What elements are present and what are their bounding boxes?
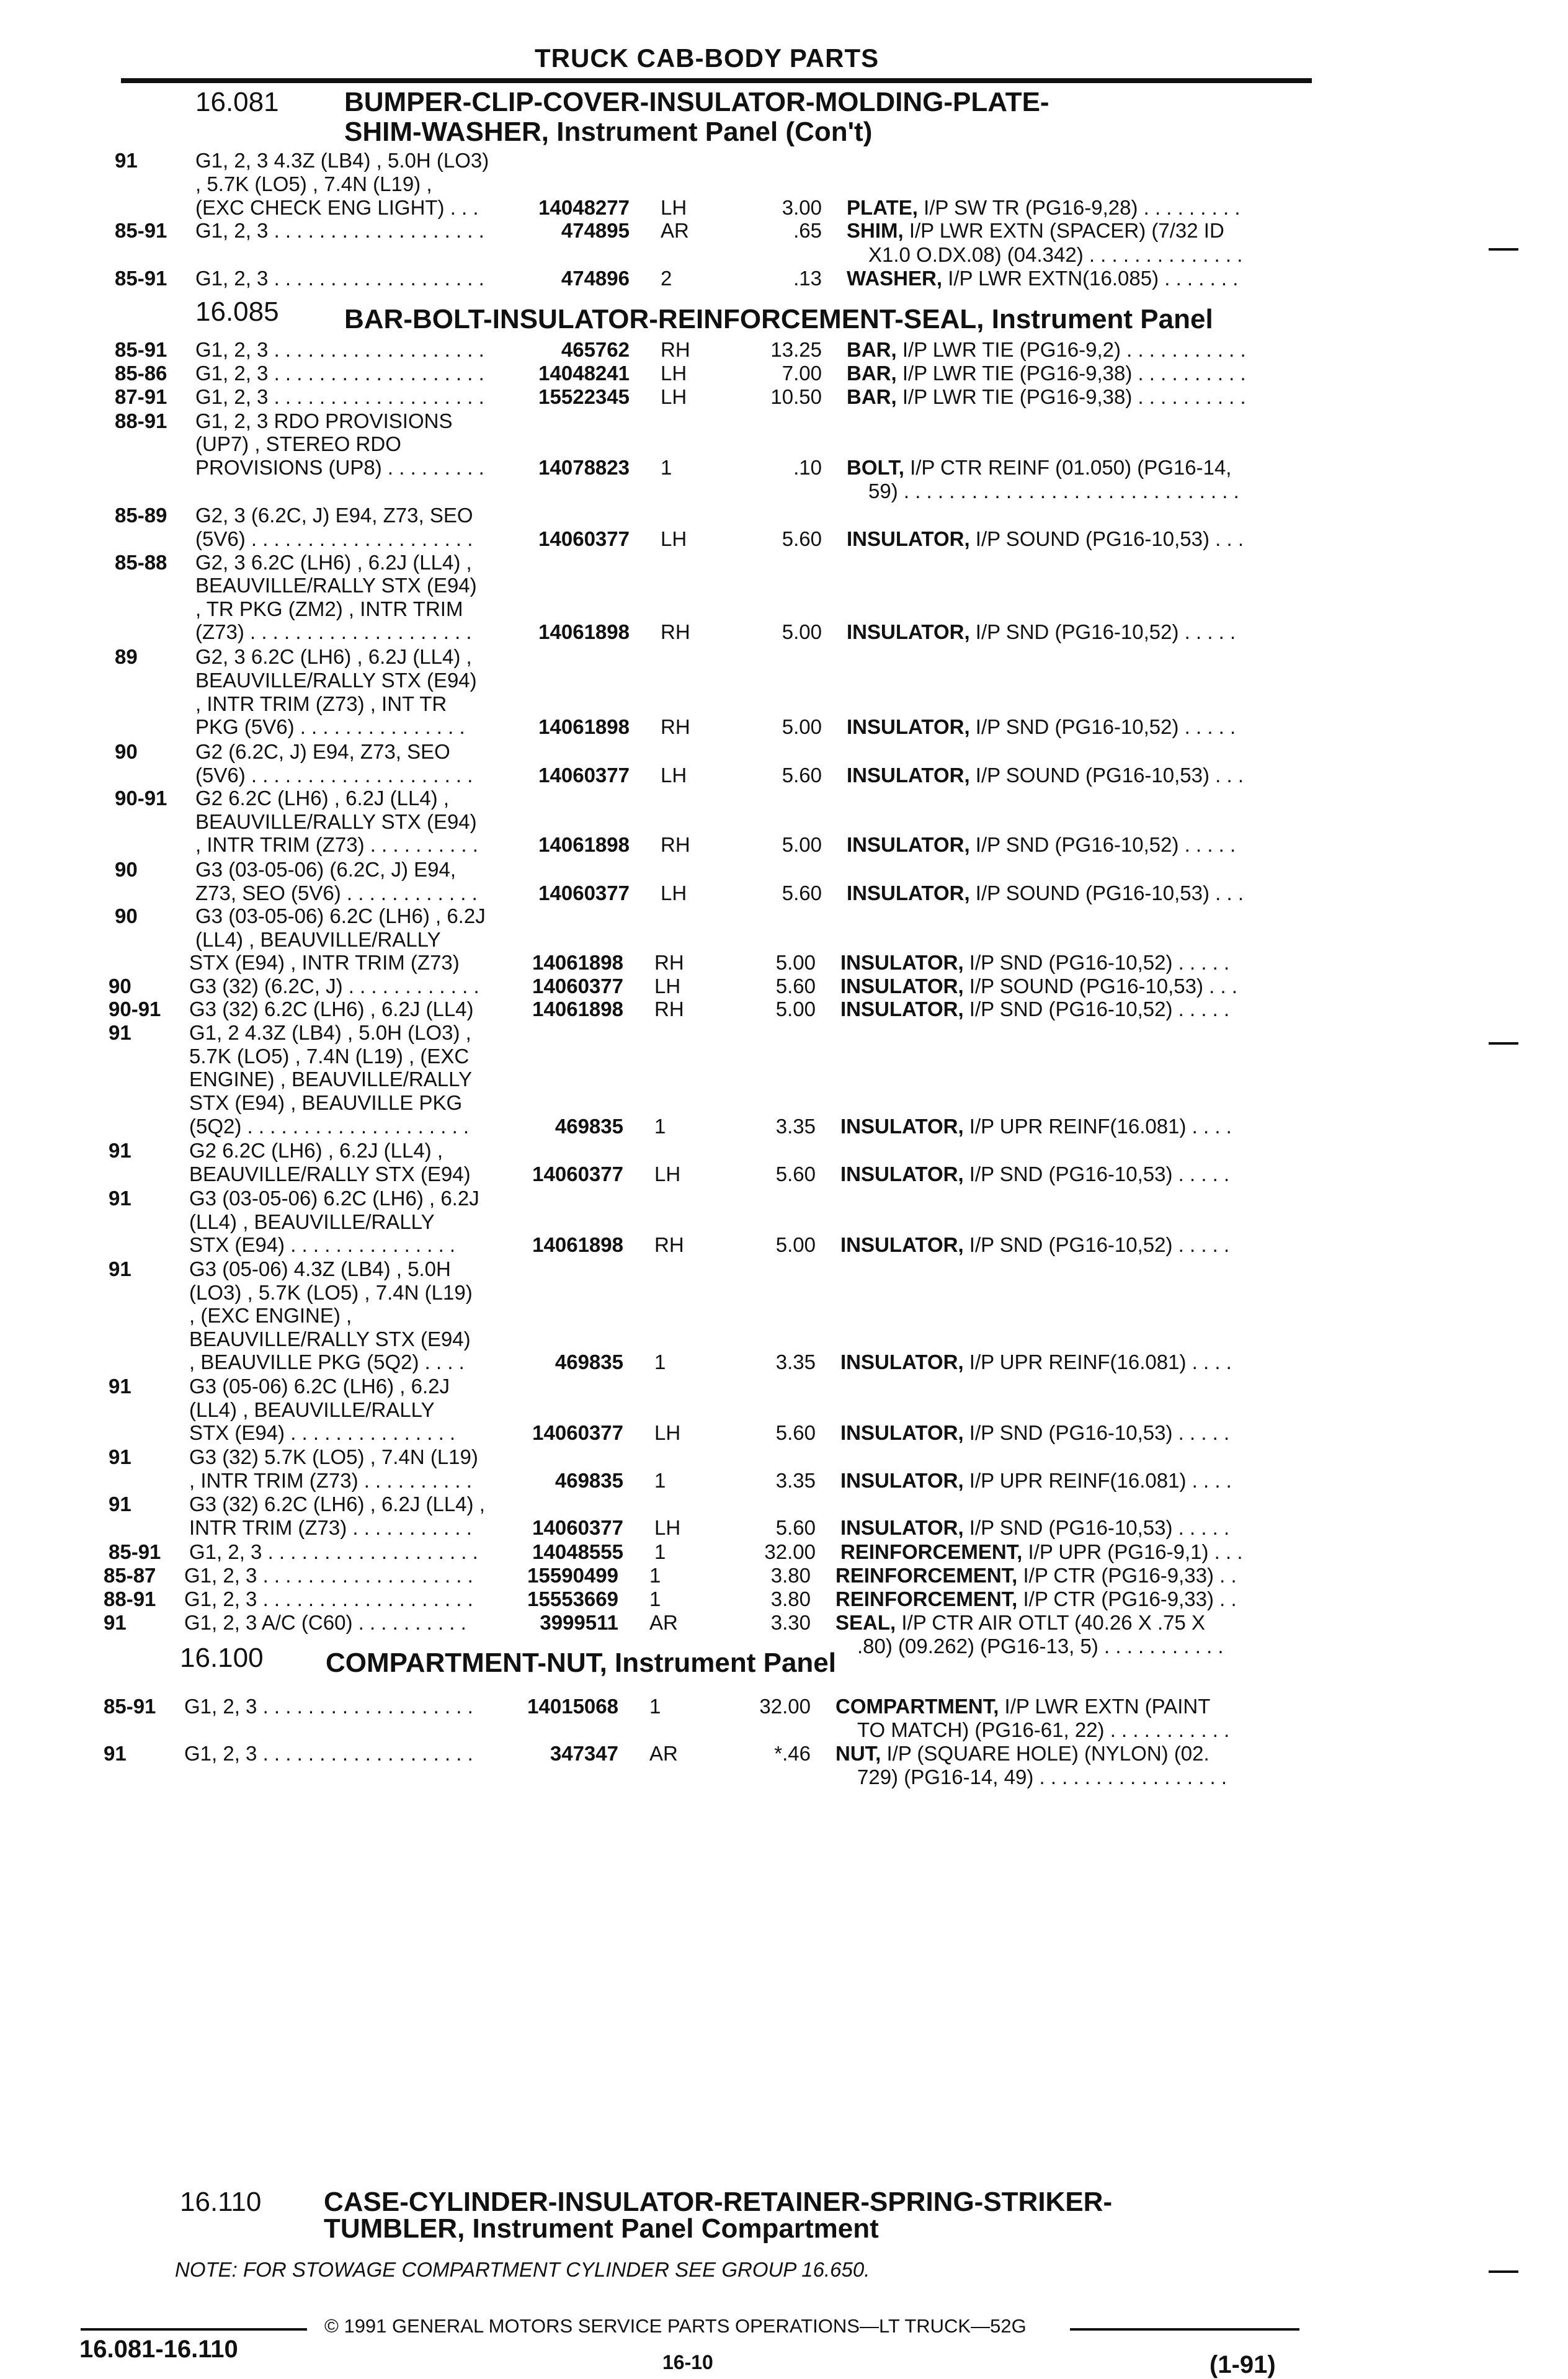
quantity-code: 1 [654, 1469, 666, 1492]
price: 3.35 [775, 1115, 816, 1138]
quantity-code: 1 [649, 1587, 661, 1610]
part-name-keyword: INSULATOR, [847, 620, 970, 643]
usage-description: , BEAUVILLE PKG (5Q2) . . . . [189, 1350, 465, 1373]
footer-group-range: 16.081-16.110 [79, 2336, 238, 2363]
part-number: 14048277 [538, 196, 630, 219]
part-name-detail: I/P SND (PG16-10,52) . . . . . [975, 715, 1236, 738]
part-name [847, 219, 1224, 243]
part-number: 14061898 [532, 951, 623, 974]
section-title: CASE-CYLINDER-INSULATOR-RETAINER-SPRING-STRIKER- [324, 2187, 1113, 2217]
quantity-code: 1 [649, 1564, 661, 1587]
usage-description: G2, 3 6.2C (LH6) , 6.2J (LL4) , [195, 551, 472, 574]
quantity-code: 1 [654, 1540, 666, 1563]
part-number: 14078823 [538, 456, 630, 479]
part-name-keyword: INSULATOR, [847, 833, 970, 856]
part-name-keyword: NUT, [835, 1742, 881, 1765]
part-name-detail: I/P LWR EXTN(16.085) . . . . . . . [948, 267, 1239, 290]
model-years: 85-88 [115, 551, 167, 574]
quantity-code: RH [661, 338, 690, 361]
usage-description: G2 (6.2C, J) E94, Z73, SEO [195, 740, 450, 763]
part-name [840, 1233, 1229, 1257]
usage-description: , 5.7K (LO5) , 7.4N (L19) , [195, 172, 432, 195]
usage-description: G3 (03-05-06) 6.2C (LH6) , 6.2J [195, 904, 486, 927]
part-name-keyword: BOLT, [847, 456, 904, 479]
model-years: 89 [115, 645, 138, 668]
page-header-title: TRUCK CAB-BODY PARTS [535, 43, 880, 73]
model-years: 91 [109, 1257, 131, 1280]
part-number: 14061898 [532, 998, 623, 1020]
part-number: 14060377 [538, 764, 630, 787]
model-years: 85-91 [115, 219, 167, 242]
part-name-detail: I/P UPR REINF(16.081) . . . . [969, 1350, 1232, 1373]
model-years: 87-91 [115, 385, 167, 408]
quantity-code: 1 [654, 1350, 666, 1373]
price: 32.00 [764, 1540, 816, 1563]
section-title-continued: SHIM-WASHER, Instrument Panel (Con't) [344, 117, 873, 147]
model-years: 90 [115, 858, 138, 881]
usage-description: G1, 2, 3 . . . . . . . . . . . . . . . . . . . [195, 362, 484, 385]
usage-description: G2 6.2C (LH6) , 6.2J (LL4) , [189, 1139, 443, 1162]
usage-description: (LO3) , 5.7K (LO5) , 7.4N (L19) [189, 1281, 473, 1304]
part-name [847, 267, 1238, 290]
part-number: 469835 [555, 1350, 623, 1373]
part-name-detail: 59) . . . . . . . . . . . . . . . . . . . . . . . . . . . . . . [868, 480, 1239, 502]
section-number: 16.081 [195, 87, 279, 117]
price: 5.00 [775, 998, 816, 1020]
usage-description: G3 (03-05-06) 6.2C (LH6) , 6.2J [189, 1187, 479, 1210]
price: .65 [793, 219, 822, 242]
part-name [835, 1695, 1210, 1718]
part-name [840, 951, 1229, 975]
part-name [847, 456, 1231, 480]
part-name-keyword: REINFORCEMENT, [835, 1587, 1018, 1610]
model-years: 91 [109, 1445, 131, 1468]
usage-description: BEAUVILLE/RALLY STX (E94) [195, 669, 477, 692]
section-number: 16.110 [180, 2187, 262, 2217]
part-name-detail: X1.0 O.DX.08) (04.342) . . . . . . . . . . . . . . [868, 243, 1243, 266]
part-name-keyword: PLATE, [847, 196, 918, 219]
price: 5.00 [782, 620, 822, 643]
model-years: 91 [109, 1021, 131, 1044]
usage-description: (EXC CHECK ENG LIGHT) . . . [195, 196, 479, 219]
model-years: 85-87 [104, 1564, 156, 1587]
price: 5.00 [775, 1233, 816, 1256]
part-number: 14048241 [538, 362, 630, 385]
part-number: 14061898 [538, 620, 630, 643]
price: .13 [793, 267, 822, 290]
part-name-detail: I/P SOUND (PG16-10,53) . . . [975, 764, 1244, 787]
section-number: 16.100 [180, 1643, 264, 1673]
model-years: 90 [109, 975, 131, 998]
section-title-continued: TUMBLER, Instrument Panel Compartment [324, 2213, 879, 2244]
part-number: 474896 [561, 267, 630, 290]
part-name-keyword: BAR, [847, 385, 897, 408]
part-name [840, 1115, 1232, 1138]
usage-description: BEAUVILLE/RALLY STX (E94) [195, 574, 477, 597]
price: 5.00 [775, 951, 816, 974]
part-name [840, 1516, 1229, 1540]
part-name-detail: I/P LWR EXTN (PAINT [1004, 1695, 1211, 1718]
quantity-code: 1 [661, 456, 672, 479]
part-name-keyword: INSULATOR, [847, 882, 970, 904]
usage-description: G1, 2, 3 . . . . . . . . . . . . . . . . . . . [184, 1564, 473, 1587]
part-number: 14015068 [527, 1695, 618, 1718]
model-years: 90-91 [109, 998, 161, 1020]
price: 13.25 [770, 338, 822, 361]
part-name-detail: I/P SOUND (PG16-10,53) . . . [969, 975, 1238, 998]
part-name-detail: I/P SND (PG16-10,52) . . . . . [969, 951, 1230, 974]
usage-description: PROVISIONS (UP8) . . . . . . . . . [195, 456, 484, 479]
part-name [868, 243, 1242, 267]
usage-description: G3 (03-05-06) (6.2C, J) E94, [195, 858, 457, 881]
part-name [847, 338, 1246, 362]
usage-description: Z73, SEO (5V6) . . . . . . . . . . . . [195, 882, 478, 904]
part-name-keyword: INSULATOR, [840, 1233, 964, 1256]
quantity-code: RH [661, 715, 690, 738]
part-name [847, 385, 1246, 409]
usage-description: INTR TRIM (Z73) . . . . . . . . . . . [189, 1516, 472, 1539]
part-name-detail: I/P SND (PG16-10,52) . . . . . [975, 833, 1236, 856]
part-name-detail: I/P SND (PG16-10,52) . . . . . [975, 620, 1236, 643]
part-name-keyword: BAR, [847, 362, 897, 385]
usage-description: G1, 2, 3 . . . . . . . . . . . . . . . . . . . [189, 1540, 478, 1563]
price: 3.35 [775, 1469, 816, 1492]
part-number: 15590499 [527, 1564, 618, 1587]
price: 3.00 [782, 196, 822, 219]
quantity-code: AR [649, 1742, 678, 1765]
part-name-keyword: INSULATOR, [840, 1469, 964, 1492]
part-name [840, 1469, 1232, 1493]
usage-description: , TR PKG (ZM2) , INTR TRIM [195, 597, 463, 620]
part-number: 14060377 [532, 975, 623, 998]
quantity-code: LH [654, 975, 681, 998]
usage-description: G3 (32) (6.2C, J) . . . . . . . . . . . . [189, 975, 479, 998]
footer-page-number: 16-10 [662, 2351, 713, 2373]
margin-mark [1489, 248, 1518, 251]
part-number: 15553669 [527, 1587, 618, 1610]
price: 5.00 [782, 715, 822, 738]
usage-description: BEAUVILLE/RALLY STX (E94) [189, 1163, 471, 1185]
model-years: 91 [104, 1742, 127, 1765]
part-name [847, 715, 1236, 739]
usage-description: , INTR TRIM (Z73) . . . . . . . . . . [195, 833, 478, 856]
footer-rule-right [1070, 2328, 1299, 2331]
model-years: 90 [115, 904, 138, 927]
usage-description: G3 (32) 6.2C (LH6) , 6.2J (LL4) , [189, 1493, 485, 1515]
model-years: 91 [109, 1375, 131, 1398]
usage-description: BEAUVILLE/RALLY STX (E94) [195, 810, 477, 833]
price: 5.60 [775, 975, 816, 998]
quantity-code: AR [649, 1611, 678, 1634]
part-number: 15522345 [538, 385, 630, 408]
part-name [840, 998, 1229, 1021]
part-name [847, 833, 1236, 857]
part-name-detail: I/P UPR (PG16-9,1) . . . [1028, 1540, 1243, 1563]
footer-copyright: © 1991 GENERAL MOTORS SERVICE PARTS OPERATIONS—LT TRUCK—52G [324, 2315, 1027, 2337]
part-name [847, 527, 1244, 551]
part-name [835, 1587, 1237, 1611]
part-name [840, 1421, 1229, 1445]
margin-mark [1489, 1042, 1518, 1045]
price: 3.80 [770, 1587, 811, 1610]
price: 32.00 [759, 1695, 811, 1718]
quantity-code: 1 [654, 1115, 666, 1138]
section-note: NOTE: FOR STOWAGE COMPARTMENT CYLINDER SEE GROUP 16.650. [175, 2258, 870, 2281]
part-name [840, 975, 1237, 998]
quantity-code: LH [654, 1516, 681, 1539]
part-name [847, 882, 1244, 905]
usage-description: G2, 3 (6.2C, J) E94, Z73, SEO [195, 504, 473, 527]
usage-description: G1, 2, 3 RDO PROVISIONS [195, 409, 453, 432]
part-name-detail: I/P SW TR (PG16-9,28) . . . . . . . . . [924, 196, 1241, 219]
usage-description: (UP7) , STEREO RDO [195, 432, 401, 455]
usage-description: G1, 2, 3 . . . . . . . . . . . . . . . . . . . [195, 267, 484, 290]
part-name [857, 1635, 1224, 1658]
usage-description: G1, 2, 3 . . . . . . . . . . . . . . . . . . . [184, 1695, 473, 1718]
part-name-keyword: COMPARTMENT, [835, 1695, 999, 1718]
quantity-code: AR [661, 219, 689, 242]
usage-description: , (EXC ENGINE) , [189, 1304, 352, 1327]
part-name-keyword: INSULATOR, [840, 951, 964, 974]
part-name-keyword: INSULATOR, [840, 1115, 964, 1138]
usage-description: , INTR TRIM (Z73) , INT TR [195, 692, 447, 715]
model-years: 90-91 [115, 787, 167, 810]
usage-description: STX (E94) , INTR TRIM (Z73) [189, 951, 460, 974]
quantity-code: LH [661, 196, 687, 219]
usage-description: (5V6) . . . . . . . . . . . . . . . . . . . . [195, 527, 473, 550]
part-name [835, 1742, 1209, 1765]
model-years: 85-86 [115, 362, 167, 385]
part-name-detail: I/P LWR EXTN (SPACER) (7/32 ID [909, 219, 1224, 242]
usage-description: G2, 3 6.2C (LH6) , 6.2J (LL4) , [195, 645, 472, 668]
usage-description: (LL4) , BEAUVILLE/RALLY [195, 928, 441, 951]
part-name-keyword: INSULATOR, [840, 1516, 964, 1539]
price: .10 [793, 456, 822, 479]
model-years: 85-91 [104, 1695, 156, 1718]
part-name-detail: I/P CTR REINF (01.050) (PG16-14, [910, 456, 1232, 479]
model-years: 91 [104, 1611, 127, 1634]
usage-description: STX (E94) . . . . . . . . . . . . . . . [189, 1233, 456, 1256]
part-name-detail: 729) (PG16-14, 49) . . . . . . . . . . . . . . . . . [857, 1765, 1227, 1788]
usage-description: , INTR TRIM (Z73) . . . . . . . . . . [189, 1469, 472, 1492]
usage-description: ENGINE) , BEAUVILLE/RALLY [189, 1068, 473, 1091]
section-title: COMPARTMENT-NUT, Instrument Panel [326, 1648, 837, 1678]
usage-description: G1, 2, 3 4.3Z (LB4) , 5.0H (LO3) [195, 149, 489, 172]
model-years: 91 [109, 1139, 131, 1162]
quantity-code: RH [654, 1233, 684, 1256]
part-name-keyword: INSULATOR, [840, 1163, 964, 1185]
part-name [868, 480, 1239, 503]
usage-description: G1, 2, 3 A/C (C60) . . . . . . . . . . [184, 1611, 466, 1634]
price: 5.60 [775, 1163, 816, 1185]
part-name-keyword: INSULATOR, [847, 527, 970, 550]
part-name-keyword: INSULATOR, [840, 1421, 964, 1444]
part-name-detail: I/P LWR TIE (PG16-9,2) . . . . . . . . . . . [902, 338, 1246, 361]
part-name [835, 1564, 1237, 1587]
usage-description: G1, 2, 3 . . . . . . . . . . . . . . . . . . . [184, 1587, 473, 1610]
part-name-detail: I/P SND (PG16-10,52) . . . . . [969, 998, 1230, 1020]
part-name-keyword: SHIM, [847, 219, 904, 242]
part-name-detail: I/P CTR AIR OTLT (40.26 X .75 X [901, 1611, 1206, 1634]
part-name-keyword: INSULATOR, [847, 715, 970, 738]
part-name-detail: I/P CTR (PG16-9,33) . . [1023, 1564, 1237, 1587]
part-name-detail: I/P LWR TIE (PG16-9,38) . . . . . . . . . . [902, 362, 1246, 385]
usage-description: (5V6) . . . . . . . . . . . . . . . . . . . . [195, 764, 473, 787]
usage-description: (5Q2) . . . . . . . . . . . . . . . . . . . . [189, 1115, 470, 1138]
part-number: 469835 [555, 1115, 623, 1138]
model-years: 85-91 [115, 338, 167, 361]
price: 7.00 [782, 362, 822, 385]
part-name-keyword: REINFORCEMENT, [835, 1564, 1018, 1587]
model-years: 88-91 [115, 409, 167, 432]
quantity-code: 2 [661, 267, 672, 290]
price: 5.00 [782, 833, 822, 856]
part-number: 474895 [561, 219, 630, 242]
part-number: 465762 [561, 338, 630, 361]
part-name-keyword: BAR, [847, 338, 897, 361]
part-name-detail: I/P UPR REINF(16.081) . . . . [969, 1115, 1232, 1138]
usage-description: G1, 2 4.3Z (LB4) , 5.0H (LO3) , [189, 1021, 471, 1044]
price: 5.60 [782, 882, 822, 904]
quantity-code: LH [654, 1163, 681, 1185]
price: 5.60 [775, 1516, 816, 1539]
quantity-code: LH [661, 527, 687, 550]
usage-description: STX (E94) . . . . . . . . . . . . . . . [189, 1421, 456, 1444]
part-name-detail: .80) (09.262) (PG16-13, 5) . . . . . . . . . . . [857, 1635, 1224, 1658]
usage-description: G3 (05-06) 6.2C (LH6) , 6.2J [189, 1375, 450, 1398]
price: 3.80 [770, 1564, 811, 1587]
usage-description: G1, 2, 3 . . . . . . . . . . . . . . . . . . . [195, 385, 484, 408]
price: 3.35 [775, 1350, 816, 1373]
model-years: 91 [109, 1187, 131, 1210]
quantity-code: LH [661, 362, 687, 385]
part-name-keyword: INSULATOR, [847, 764, 970, 787]
usage-description: G1, 2, 3 . . . . . . . . . . . . . . . . . . . [195, 219, 484, 242]
part-name [840, 1540, 1243, 1564]
part-name [857, 1718, 1229, 1742]
part-name-detail: I/P SND (PG16-10,52) . . . . . [969, 1233, 1230, 1256]
price: 5.60 [782, 527, 822, 550]
quantity-code: LH [661, 385, 687, 408]
part-name [847, 196, 1240, 220]
part-name [847, 620, 1236, 644]
section-title: BAR-BOLT-INSULATOR-REINFORCEMENT-SEAL, Instrument Panel [344, 304, 1213, 334]
usage-description: G2 6.2C (LH6) , 6.2J (LL4) , [195, 787, 450, 810]
model-years: 90 [115, 740, 138, 763]
part-name-detail: I/P UPR REINF(16.081) . . . . [969, 1469, 1232, 1492]
usage-description: STX (E94) , BEAUVILLE PKG [189, 1091, 463, 1114]
quantity-code: LH [661, 764, 687, 787]
usage-description: G1, 2, 3 . . . . . . . . . . . . . . . . . . . [184, 1742, 473, 1765]
part-name [840, 1163, 1229, 1186]
model-years: 85-91 [115, 267, 167, 290]
quantity-code: LH [654, 1421, 681, 1444]
price: *.46 [774, 1742, 811, 1765]
usage-description: (LL4) , BEAUVILLE/RALLY [189, 1210, 435, 1233]
footer-rule-left [81, 2328, 307, 2331]
footer-date: (1-91) [1209, 2351, 1276, 2378]
usage-description: G3 (32) 6.2C (LH6) , 6.2J (LL4) [189, 998, 474, 1020]
part-name [857, 1765, 1227, 1789]
usage-description: G3 (05-06) 4.3Z (LB4) , 5.0H [189, 1257, 451, 1280]
part-name-detail: I/P (SQUARE HOLE) (NYLON) (02. [886, 1742, 1209, 1765]
part-number: 3999511 [540, 1611, 618, 1634]
part-name [847, 362, 1246, 385]
part-name-detail: I/P CTR (PG16-9,33) . . [1023, 1587, 1237, 1610]
part-name [835, 1611, 1205, 1635]
part-name-keyword: SEAL, [835, 1611, 896, 1634]
margin-mark [1489, 2270, 1518, 2273]
usage-description: BEAUVILLE/RALLY STX (E94) [189, 1328, 471, 1350]
model-years: 91 [109, 1493, 131, 1515]
part-name-keyword: INSULATOR, [840, 1350, 964, 1373]
part-number: 14060377 [532, 1421, 623, 1444]
usage-description: (LL4) , BEAUVILLE/RALLY [189, 1398, 435, 1421]
part-name [847, 764, 1244, 787]
model-years: 91 [115, 149, 138, 172]
model-years: 88-91 [104, 1587, 156, 1610]
part-name-keyword: REINFORCEMENT, [840, 1540, 1023, 1563]
part-number: 14060377 [532, 1163, 623, 1185]
part-name [840, 1350, 1232, 1374]
price: 10.50 [770, 385, 822, 408]
part-number: 14060377 [538, 882, 630, 904]
usage-description: 5.7K (LO5) , 7.4N (L19) , (EXC [189, 1045, 470, 1068]
quantity-code: RH [661, 620, 690, 643]
part-number: 469835 [555, 1469, 623, 1492]
part-number: 14060377 [532, 1516, 623, 1539]
part-name-detail: I/P SND (PG16-10,53) . . . . . [969, 1163, 1230, 1185]
usage-description: G3 (32) 5.7K (LO5) , 7.4N (L19) [189, 1445, 478, 1468]
quantity-code: RH [654, 998, 684, 1020]
section-title: BUMPER-CLIP-COVER-INSULATOR-MOLDING-PLATE- [344, 87, 1049, 117]
header-rule [121, 78, 1312, 83]
part-name-detail: I/P SND (PG16-10,53) . . . . . [969, 1516, 1230, 1539]
quantity-code: 1 [649, 1695, 661, 1718]
part-number: 14060377 [538, 527, 630, 550]
part-number: 14061898 [538, 715, 630, 738]
part-number: 14061898 [538, 833, 630, 856]
part-name-keyword: INSULATOR, [840, 975, 964, 998]
usage-description: (Z73) . . . . . . . . . . . . . . . . . . . . [195, 620, 472, 643]
part-number: 14048555 [532, 1540, 623, 1563]
part-name-detail: I/P SND (PG16-10,53) . . . . . [969, 1421, 1230, 1444]
model-years: 85-89 [115, 504, 167, 527]
part-number: 347347 [550, 1742, 618, 1765]
quantity-code: RH [661, 833, 690, 856]
section-number: 16.085 [195, 297, 279, 327]
part-name-detail: TO MATCH) (PG16-61, 22) . . . . . . . . . . . [857, 1718, 1230, 1741]
quantity-code: LH [661, 882, 687, 904]
part-name-keyword: INSULATOR, [840, 998, 964, 1020]
price: 5.60 [775, 1421, 816, 1444]
part-name-keyword: WASHER, [847, 267, 943, 290]
usage-description: G1, 2, 3 . . . . . . . . . . . . . . . . . . . [195, 338, 484, 361]
model-years: 85-91 [109, 1540, 161, 1563]
part-number: 14061898 [532, 1233, 623, 1256]
price: 5.60 [782, 764, 822, 787]
part-name-detail: I/P SOUND (PG16-10,53) . . . [975, 527, 1244, 550]
price: 3.30 [770, 1611, 811, 1634]
quantity-code: RH [654, 951, 684, 974]
part-name-detail: I/P LWR TIE (PG16-9,38) . . . . . . . . . . [902, 385, 1246, 408]
usage-description: PKG (5V6) . . . . . . . . . . . . . . . [195, 715, 465, 738]
part-name-detail: I/P SOUND (PG16-10,53) . . . [975, 882, 1244, 904]
